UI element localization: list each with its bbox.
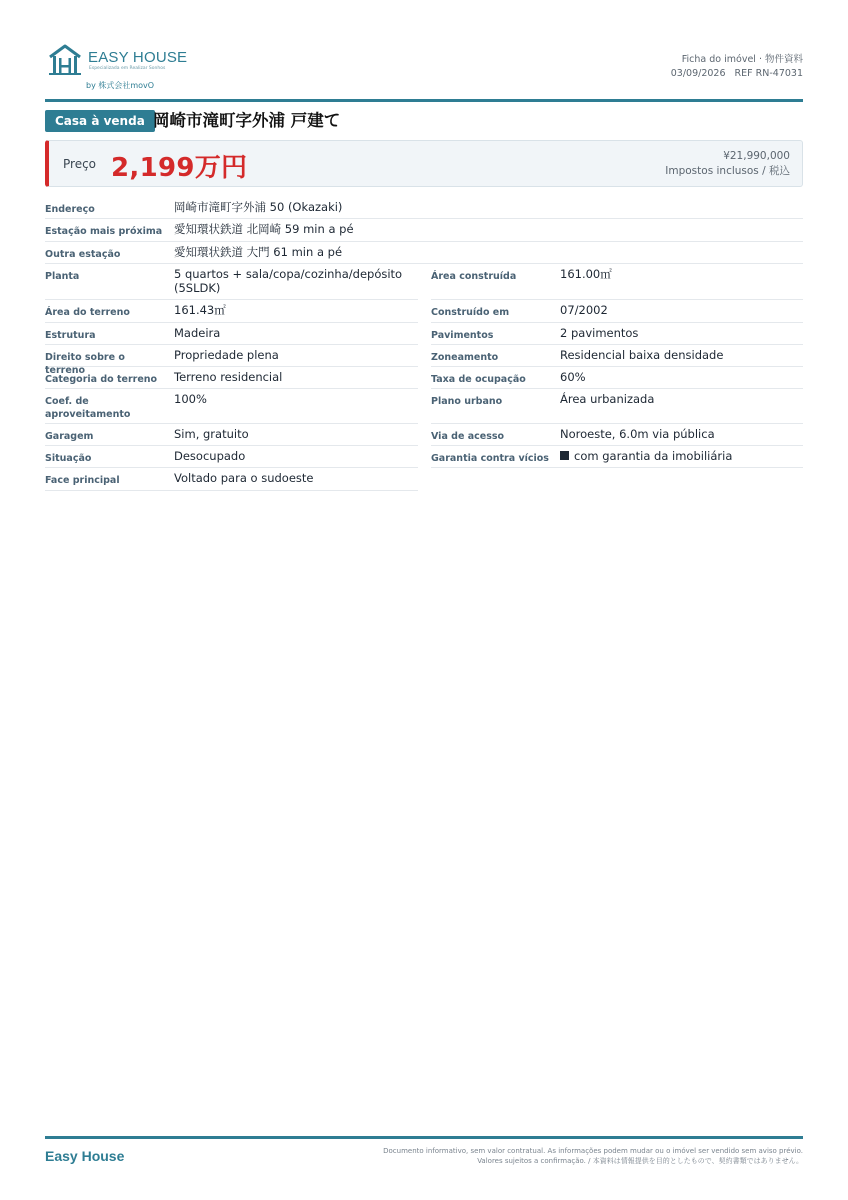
brand-logo bbox=[48, 44, 228, 94]
spec-value: 2 pavimentos bbox=[560, 325, 639, 340]
spec-label: Outra estação bbox=[45, 248, 121, 260]
spec-value: Residencial baixa densidade bbox=[560, 347, 724, 362]
spec-label: Direito sobre o terreno bbox=[45, 351, 125, 376]
spec-value: 161.00㎡ bbox=[560, 266, 612, 281]
spec-value: Terreno residencial bbox=[174, 369, 283, 384]
price-label: Preço bbox=[63, 157, 97, 171]
spec-row bbox=[45, 264, 418, 300]
spec-row bbox=[45, 367, 418, 389]
spec-row bbox=[431, 345, 803, 367]
page-header bbox=[45, 44, 803, 100]
price-yen: ¥21,990,000 bbox=[723, 150, 790, 162]
spec-row bbox=[431, 323, 803, 345]
spec-value: Área urbanizada bbox=[560, 391, 655, 406]
spec-label: Garantia contra vícios bbox=[431, 452, 549, 464]
spec-value: 07/2002 bbox=[560, 302, 608, 317]
spec-label: Área construída bbox=[431, 270, 517, 282]
spec-value: Voltado para o sudoeste bbox=[174, 470, 314, 485]
spec-value: 100% bbox=[174, 391, 207, 406]
listing-title-row bbox=[45, 110, 803, 134]
spec-value: Propriedade plena bbox=[174, 347, 279, 362]
document-meta bbox=[671, 53, 803, 81]
spec-label: Estação mais próxima bbox=[45, 226, 163, 238]
spec-label: Construído em bbox=[431, 306, 510, 318]
spec-value: Madeira bbox=[174, 325, 221, 340]
document-date-ref: 03/09/2026 REF RN-47031 bbox=[670, 68, 803, 79]
spec-value: Sim, gratuito bbox=[174, 426, 249, 441]
spec-row bbox=[431, 424, 803, 446]
spec-label: Garagem bbox=[45, 430, 94, 442]
spec-row bbox=[431, 367, 803, 389]
spec-row bbox=[431, 446, 803, 468]
spec-row bbox=[45, 424, 418, 446]
spec-row bbox=[431, 264, 803, 300]
spec-value: Noroeste, 6.0m via pública bbox=[560, 426, 715, 441]
square-bullet-icon bbox=[560, 451, 569, 460]
spec-label: Planta bbox=[45, 270, 80, 282]
spec-value: Desocupado bbox=[174, 448, 246, 463]
spec-label: Situação bbox=[45, 452, 92, 464]
spec-label: Zoneamento bbox=[431, 351, 499, 363]
spec-row bbox=[45, 300, 418, 323]
document-type: Ficha do imóvel · 物件資料 bbox=[681, 54, 803, 65]
spec-label: Categoria do terreno bbox=[45, 373, 158, 385]
spec-row bbox=[431, 300, 803, 323]
price-detail bbox=[665, 149, 790, 179]
spec-value-text: com garantia da imobiliária bbox=[574, 448, 733, 463]
spec-label: Coef. de aproveitamento bbox=[45, 395, 131, 420]
spec-label: Plano urbano bbox=[431, 395, 503, 407]
spec-row bbox=[431, 389, 803, 424]
spec-row bbox=[45, 446, 418, 468]
spec-label: Taxa de ocupação bbox=[431, 373, 526, 385]
house-logo-icon bbox=[48, 44, 82, 76]
spec-label: Estrutura bbox=[45, 329, 96, 341]
spec-value: 愛知環状鉄道 大門 61 min a pé bbox=[174, 244, 343, 259]
status-badge: Casa à venda bbox=[45, 110, 155, 132]
price-box bbox=[45, 140, 803, 187]
spec-value: 5 quartos + sala/copa/cozinha/depósito (5SLDK) bbox=[174, 266, 403, 295]
brand-by: by 株式会社movO bbox=[86, 81, 155, 90]
spec-value: 161.43㎡ bbox=[174, 302, 226, 317]
footer-divider bbox=[45, 1136, 803, 1139]
spec-label: Pavimentos bbox=[431, 329, 494, 341]
price-value: 2,199万円 bbox=[111, 153, 248, 183]
footer-brand: Easy House bbox=[45, 1148, 125, 1164]
header-divider bbox=[45, 99, 803, 102]
spec-value bbox=[560, 449, 800, 463]
spec-value: 愛知環状鉄道 北岡崎 59 min a pé bbox=[174, 222, 354, 237]
spec-row bbox=[45, 323, 418, 345]
spec-label: Endereço bbox=[45, 204, 95, 215]
spec-row bbox=[45, 389, 418, 424]
brand-name: EASY HOUSE bbox=[88, 49, 188, 66]
spec-label: Face principal bbox=[45, 474, 120, 486]
brand-tagline: Especializada em Realizar Sonhos bbox=[89, 66, 166, 71]
listing-title: 岡崎市滝町字外浦 戸建て bbox=[153, 111, 341, 130]
spec-table-left bbox=[45, 197, 418, 491]
spec-table-right bbox=[431, 197, 803, 468]
price-tax-note: Impostos inclusos / 税込 bbox=[665, 165, 790, 177]
footer-disclaimer: Documento informativo, sem valor contratual. As informações podem mudar ou o imóvel ser vendido sem aviso prévio. Valores sujeitos a confirmação. / 本資料は情報提供を目的としたもので、契約書類ではありません。 bbox=[383, 1147, 803, 1165]
spec-row bbox=[45, 468, 418, 491]
spec-value: 60% bbox=[560, 369, 586, 384]
spec-label: Área do terreno bbox=[45, 306, 130, 318]
spec-spacer bbox=[431, 197, 803, 264]
spec-label: Via de acesso bbox=[431, 430, 505, 442]
spec-value: 岡崎市滝町字外浦 50 (Okazaki) bbox=[174, 200, 343, 214]
spec-row bbox=[45, 345, 418, 376]
